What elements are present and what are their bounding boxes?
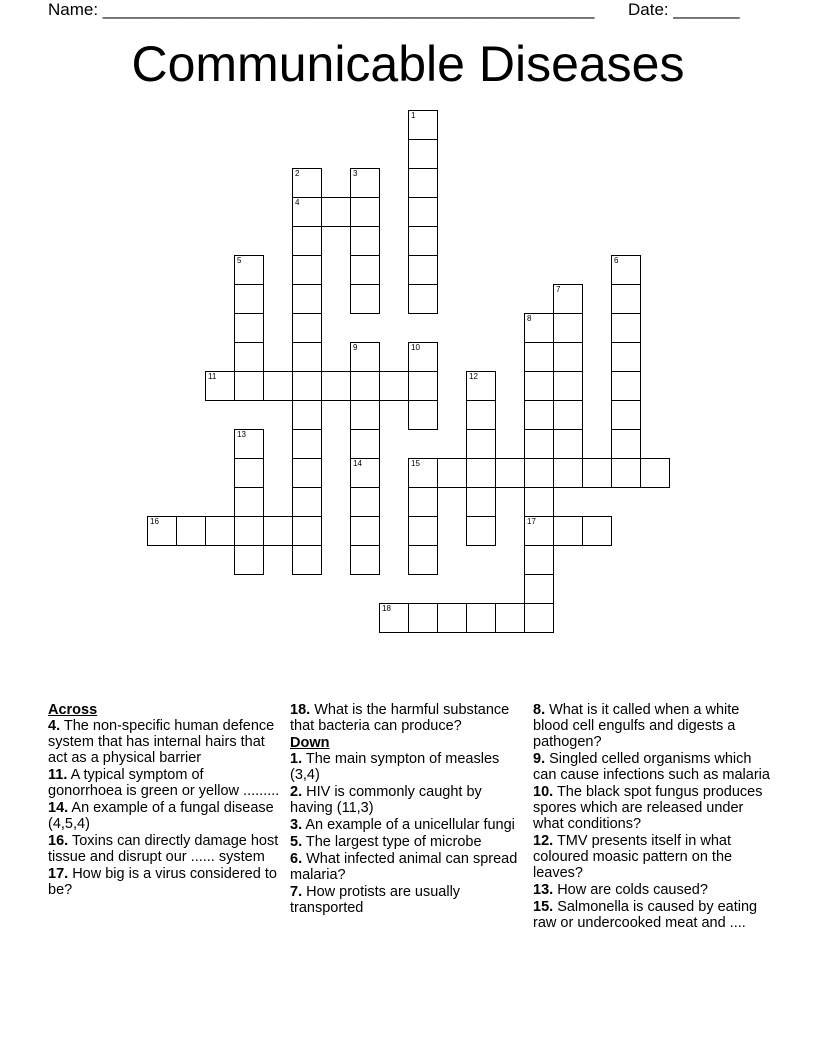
crossword-cell[interactable] (350, 371, 380, 401)
date-field-label[interactable]: Date: _______ (628, 0, 740, 19)
crossword-cell[interactable] (292, 429, 322, 459)
crossword-cell[interactable] (553, 458, 583, 488)
clue-item (290, 702, 522, 734)
clue-item (533, 751, 773, 783)
clue-number-label: 1. (290, 751, 303, 767)
crossword-cell[interactable] (408, 226, 438, 256)
clue-item (48, 833, 280, 865)
crossword-cell[interactable] (205, 516, 235, 546)
crossword-cell[interactable] (553, 371, 583, 401)
clue-number-label: 17. (48, 866, 69, 882)
clue-text: The non-specific human defence system that has internal hairs that act as a physical barrier (48, 718, 275, 766)
crossword-cell[interactable] (176, 516, 206, 546)
crossword-cell[interactable] (408, 545, 438, 575)
crossword-cell[interactable] (350, 545, 380, 575)
clue-number-label: 7. (290, 884, 303, 900)
crossword-cell[interactable] (292, 371, 322, 401)
clue-text: Toxins can directly damage host tissue and disrupt our ...... system (48, 833, 279, 865)
crossword-cell[interactable] (611, 400, 641, 430)
clue-item (533, 702, 773, 750)
clues-column-3 (533, 702, 773, 932)
crossword-cell[interactable] (408, 284, 438, 314)
crossword-cell[interactable] (147, 516, 177, 546)
crossword-cell[interactable] (292, 516, 322, 546)
clue-number: 11 (208, 372, 217, 381)
clue-number-label: 11. (48, 767, 68, 783)
crossword-cell[interactable] (234, 487, 264, 517)
clue-text: TMV presents itself in what coloured moasic pattern on the leaves? (533, 833, 733, 881)
crossword-cell[interactable] (582, 516, 612, 546)
clue-item (533, 833, 773, 881)
clue-number: 18 (382, 604, 391, 613)
crossword-cell[interactable] (524, 400, 554, 430)
crossword-cell[interactable] (611, 371, 641, 401)
crossword-cell[interactable] (350, 458, 380, 488)
crossword-cell[interactable] (524, 545, 554, 575)
crossword-cell[interactable] (408, 110, 438, 140)
crossword-cell[interactable] (495, 458, 525, 488)
crossword-cell[interactable] (234, 516, 264, 546)
down-clue-list (290, 751, 522, 916)
clue-number-label: 4. (48, 718, 61, 734)
crossword-cell[interactable] (321, 371, 351, 401)
crossword-cell[interactable] (524, 516, 554, 546)
clue-number: 17 (527, 517, 536, 526)
crossword-cell[interactable] (350, 429, 380, 459)
clue-item (533, 784, 773, 832)
clue-item (290, 851, 522, 883)
across-clue-list (48, 718, 280, 898)
crossword-cell[interactable] (582, 458, 612, 488)
clue-number-label: 15. (533, 899, 554, 915)
clue-text: A typical symptom of gonorrhoea is green or yellow ......... (48, 767, 280, 799)
clue-item (290, 884, 522, 916)
crossword-cell[interactable] (350, 255, 380, 285)
crossword-cell[interactable] (524, 487, 554, 517)
clue-number-label: 13. (533, 882, 554, 898)
crossword-cell[interactable] (234, 458, 264, 488)
clue-number-label: 3. (290, 817, 303, 833)
clue-number-label: 5. (290, 834, 303, 850)
crossword-cell[interactable] (466, 516, 496, 546)
crossword-cell[interactable] (611, 284, 641, 314)
crossword-cell[interactable] (350, 400, 380, 430)
clue-number-label: 8. (533, 702, 546, 718)
clue-text: How protists are usually transported (290, 884, 461, 916)
crossword-cell[interactable] (408, 487, 438, 517)
clue-number: 15 (411, 459, 420, 468)
crossword-cell[interactable] (466, 371, 496, 401)
clue-number-label: 6. (290, 851, 303, 867)
crossword-cell[interactable] (292, 313, 322, 343)
crossword-cell[interactable] (408, 603, 438, 633)
crossword-cell[interactable] (408, 516, 438, 546)
down-clue-list-continued (533, 702, 773, 931)
crossword-cell[interactable] (350, 168, 380, 198)
across-heading: Across (48, 702, 98, 718)
crossword-cell[interactable] (321, 197, 351, 227)
clue-number-label: 2. (290, 784, 303, 800)
crossword-cell[interactable] (234, 545, 264, 575)
crossword-cell[interactable] (408, 458, 438, 488)
crossword-cell[interactable] (611, 429, 641, 459)
crossword-cell[interactable] (611, 342, 641, 372)
crossword-cell[interactable] (466, 603, 496, 633)
clue-number-label: 9. (533, 751, 546, 767)
clue-number: 1 (411, 111, 416, 120)
clue-text: Singled celled organisms which can cause infections such as malaria (533, 751, 770, 783)
crossword-cell[interactable] (495, 603, 525, 633)
crossword-cell[interactable] (350, 342, 380, 372)
page-title: Communicable Diseases (131, 36, 685, 92)
crossword-cell[interactable] (611, 255, 641, 285)
clue-number: 7 (556, 285, 561, 294)
crossword-cell[interactable] (234, 371, 264, 401)
crossword-cell[interactable] (466, 487, 496, 517)
clue-text: An example of a fungal disease (4,5,4) (48, 800, 274, 832)
clue-number: 8 (527, 314, 532, 323)
crossword-cell[interactable] (263, 371, 293, 401)
crossword-cell[interactable] (408, 197, 438, 227)
clue-number: 12 (469, 372, 478, 381)
clue-item (290, 817, 522, 833)
clue-item (48, 866, 280, 898)
crossword-cell[interactable] (553, 313, 583, 343)
clue-text: What is the harmful substance that bacteria can produce? (290, 702, 510, 734)
crossword-cell[interactable] (292, 458, 322, 488)
crossword-cell[interactable] (437, 603, 467, 633)
clue-item (533, 882, 773, 898)
across-clue-list-continued (290, 702, 522, 734)
clue-text: How are colds caused? (553, 882, 708, 898)
crossword-cell[interactable] (524, 342, 554, 372)
clue-number: 4 (295, 198, 300, 207)
crossword-cell[interactable] (640, 458, 670, 488)
crossword-cell[interactable] (292, 400, 322, 430)
crossword-cell[interactable] (611, 458, 641, 488)
crossword-cell[interactable] (292, 255, 322, 285)
crossword-cell[interactable] (408, 400, 438, 430)
clue-number: 6 (614, 256, 619, 265)
crossword-cell[interactable] (408, 371, 438, 401)
crossword-cell[interactable] (466, 400, 496, 430)
clue-number-label: 10. (533, 784, 554, 800)
clue-number-label: 16. (48, 833, 69, 849)
crossword-cell[interactable] (524, 458, 554, 488)
crossword-cell[interactable] (553, 284, 583, 314)
clue-item (290, 751, 522, 783)
clue-text: The black spot fungus produces spores which are released under what conditions? (533, 784, 763, 832)
name-field-label[interactable]: Name: ____________________________________________________ (48, 0, 595, 19)
crossword-cell[interactable] (350, 284, 380, 314)
crossword-cell[interactable] (466, 429, 496, 459)
clue-text: An example of a unicellular fungi (302, 817, 515, 833)
clue-text: How big is a virus considered to be? (48, 866, 277, 898)
crossword-cell[interactable] (234, 284, 264, 314)
crossword-cell[interactable] (379, 371, 409, 401)
crossword-cell[interactable] (350, 487, 380, 517)
crossword-cell[interactable] (524, 429, 554, 459)
clue-item (48, 800, 280, 832)
clue-text: What is it called when a white blood cell engulfs and digests a pathogen? (533, 702, 740, 750)
crossword-cell[interactable] (350, 226, 380, 256)
crossword-cell[interactable] (408, 255, 438, 285)
clue-number: 16 (150, 517, 159, 526)
crossword-cell[interactable] (350, 516, 380, 546)
crossword-cell[interactable] (292, 342, 322, 372)
crossword-cell[interactable] (263, 516, 293, 546)
crossword-cell[interactable] (408, 139, 438, 169)
clue-text: Salmonella is caused by eating raw or undercooked meat and .... (533, 899, 758, 931)
crossword-cell[interactable] (234, 429, 264, 459)
clue-item (533, 899, 773, 931)
clue-number-label: 12. (533, 833, 554, 849)
clues-column-2 (290, 702, 522, 917)
crossword-cell[interactable] (292, 197, 322, 227)
crossword-cell[interactable] (350, 197, 380, 227)
clue-item (48, 718, 280, 766)
crossword-cell[interactable] (292, 168, 322, 198)
crossword-cell[interactable] (553, 342, 583, 372)
clue-text: HIV is commonly caught by having (11,3) (290, 784, 482, 816)
clue-text: What infected animal can spread malaria? (290, 851, 518, 883)
crossword-cell[interactable] (292, 545, 322, 575)
crossword-cell[interactable] (379, 603, 409, 633)
crossword-cell[interactable] (234, 255, 264, 285)
clue-item (48, 767, 280, 799)
crossword-cell[interactable] (292, 284, 322, 314)
crossword-cell[interactable] (292, 226, 322, 256)
crossword-cell[interactable] (553, 400, 583, 430)
crossword-cell[interactable] (524, 313, 554, 343)
crossword-cell[interactable] (553, 429, 583, 459)
clue-number: 9 (353, 343, 358, 352)
clues-column-1 (48, 702, 280, 899)
crossword-cell[interactable] (437, 458, 467, 488)
clue-item (290, 784, 522, 816)
crossword-cell[interactable] (292, 487, 322, 517)
clue-number: 13 (237, 430, 246, 439)
crossword-cell[interactable] (205, 371, 235, 401)
crossword-cell[interactable] (524, 371, 554, 401)
crossword-cell[interactable] (234, 313, 264, 343)
crossword-cell[interactable] (466, 458, 496, 488)
crossword-cell[interactable] (408, 342, 438, 372)
crossword-cell[interactable] (553, 516, 583, 546)
clue-number-label: 18. (290, 702, 311, 718)
clue-text: The largest type of microbe (302, 834, 482, 850)
clue-item (290, 834, 522, 850)
clue-number: 5 (237, 256, 242, 265)
clue-number: 14 (353, 459, 362, 468)
down-heading: Down (290, 735, 330, 751)
crossword-cell[interactable] (408, 168, 438, 198)
clue-number: 3 (353, 169, 358, 178)
crossword-cell[interactable] (234, 342, 264, 372)
crossword-cell[interactable] (524, 603, 554, 633)
clue-number: 2 (295, 169, 300, 178)
crossword-cell[interactable] (611, 313, 641, 343)
clue-text: The main sympton of measles (3,4) (290, 751, 500, 783)
clue-number: 10 (411, 343, 420, 352)
crossword-cell[interactable] (524, 574, 554, 604)
clue-number-label: 14. (48, 800, 69, 816)
